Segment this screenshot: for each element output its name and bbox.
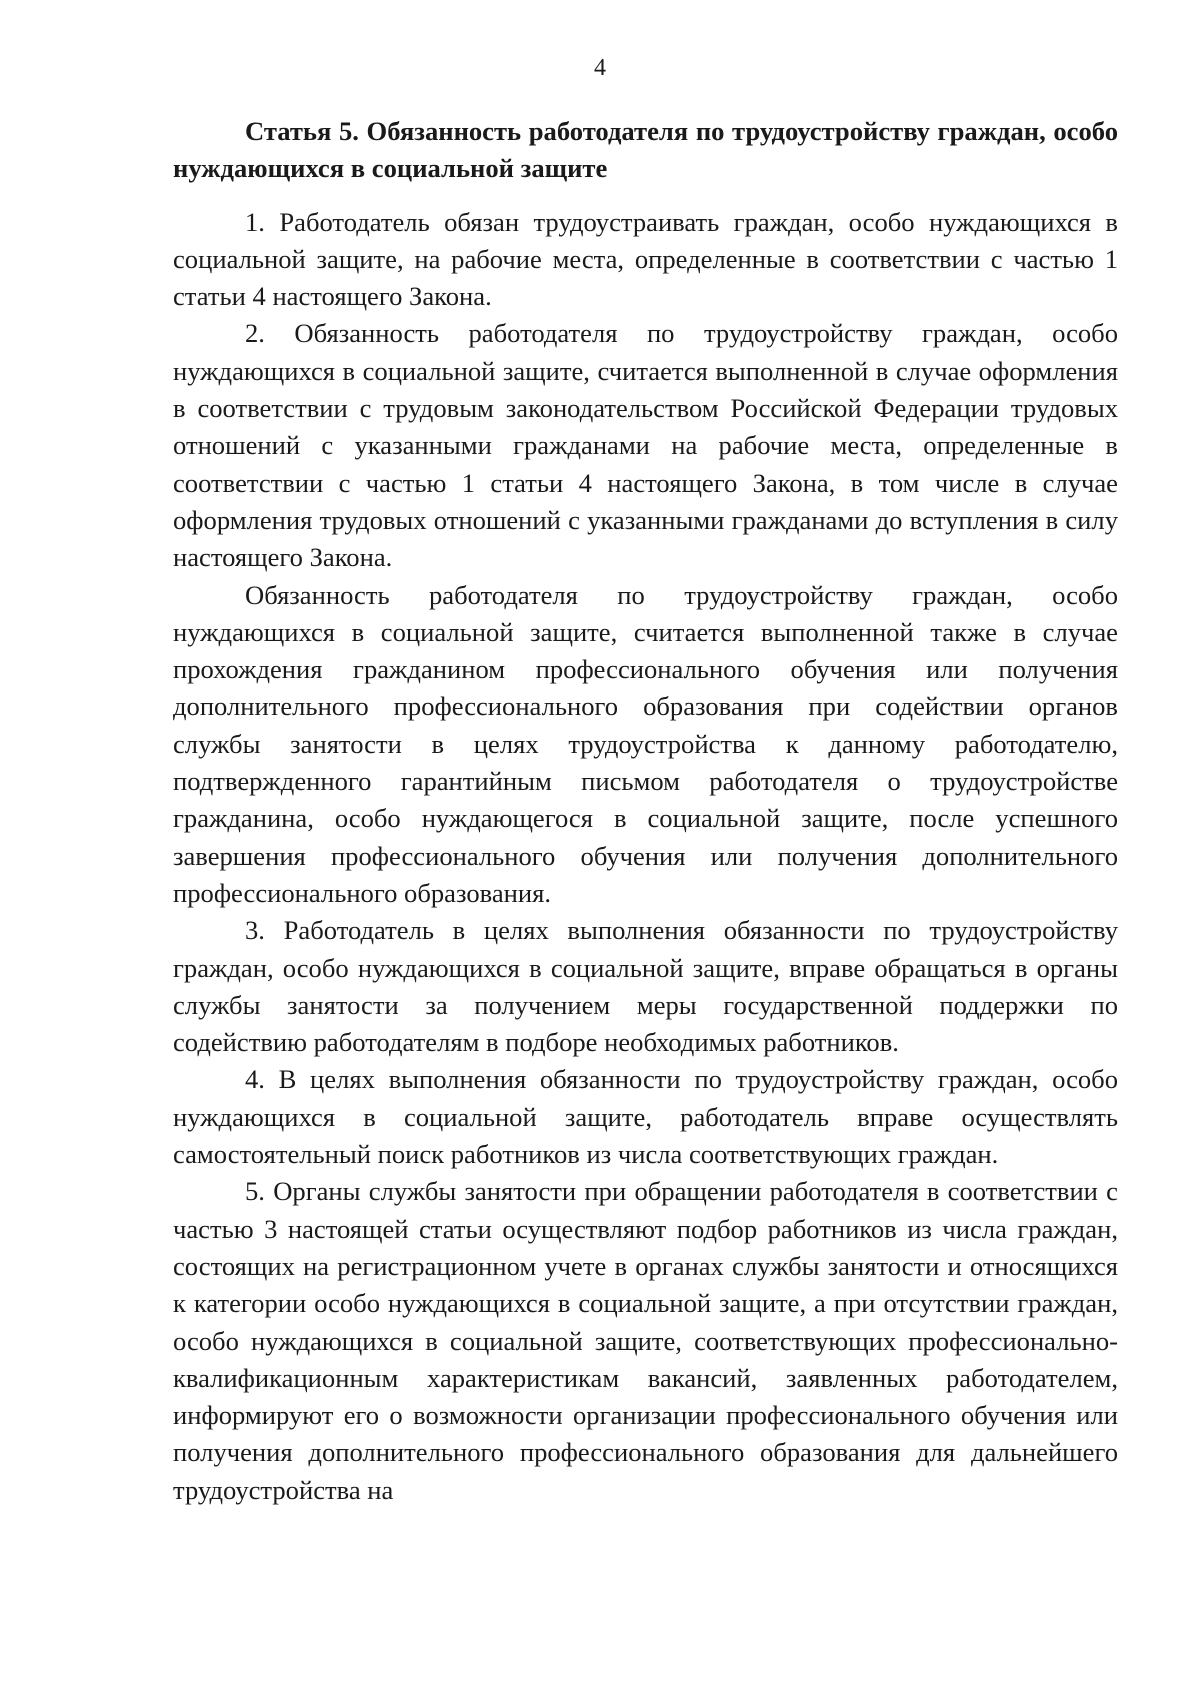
- paragraph-2: 2. Обязанность работодателя по трудоустройству граждан, особо нуждающихся в социальной защите, считается выполненной в случае оформления в соответствии с трудовым законодательством Российской Федерации трудовых отношений с указанными гражданами на рабочие места, определенные в соответствии с частью 1 статьи 4 настоящего Закона, в том числе в случае оформления трудовых отношений с указанными гражданами до вступления в силу настоящего Закона.: [173, 318, 1118, 573]
- paragraph-1: 1. Работодатель обязан трудоустраивать граждан, особо нуждающихся в социальной защите, на рабочие места, определенные в соответствии с частью 1 статьи 4 настоящего Закона.: [173, 206, 1118, 312]
- paragraph-5: 5. Органы службы занятости при обращении работодателя в соответствии с частью 3 настоящей статьи осуществляют подбор работников из числа граждан, состоящих на регистрационном учете в органах службы занятости и относящихся к категории особо нуждающихся в социальной защите, а при отсутствии граждан, особо нуждающихся в социальной защите, соответствующих профессионально-квалификационным характеристикам вакансий, заявленных работодателем, информируют его о возможности организации профессионального обучения или получения дополнительного профессионального образования для дальнейшего трудоустройства на: [173, 1176, 1118, 1505]
- article-title: Статья 5. Обязанность работодателя по трудоустройству граждан, особо нуждающихся в социальной защите: [173, 116, 1118, 184]
- document-body: [173, 113, 1118, 1509]
- paragraph-3: 3. Работодатель в целях выполнения обязанности по трудоустройству граждан, особо нуждающихся в социальной защите, вправе обращаться в органы службы занятости за получением меры государственной поддержки по содействию работодателям в подборе необходимых работников.: [173, 915, 1118, 1058]
- paragraph-4: 4. В целях выполнения обязанности по трудоустройству граждан, особо нуждающихся в социальной защите, работодатель вправе осуществлять самостоятельный поиск работников из числа соответствующих граждан.: [173, 1064, 1118, 1170]
- paragraph-2-continuation: Обязанность работодателя по трудоустройству граждан, особо нуждающихся в социальной защите, считается выполненной также в случае прохождения гражданином профессионального обучения или получения дополнительного профессионального образования при содействии органов службы занятости в целях трудоустройства к данному работодателю, подтвержденного гарантийным письмом работодателя о трудоустройстве гражданина, особо нуждающегося в социальной защите, после успешного завершения профессионального обучения или получения дополнительного профессионального образования.: [173, 579, 1118, 908]
- page-number: 4: [594, 55, 606, 81]
